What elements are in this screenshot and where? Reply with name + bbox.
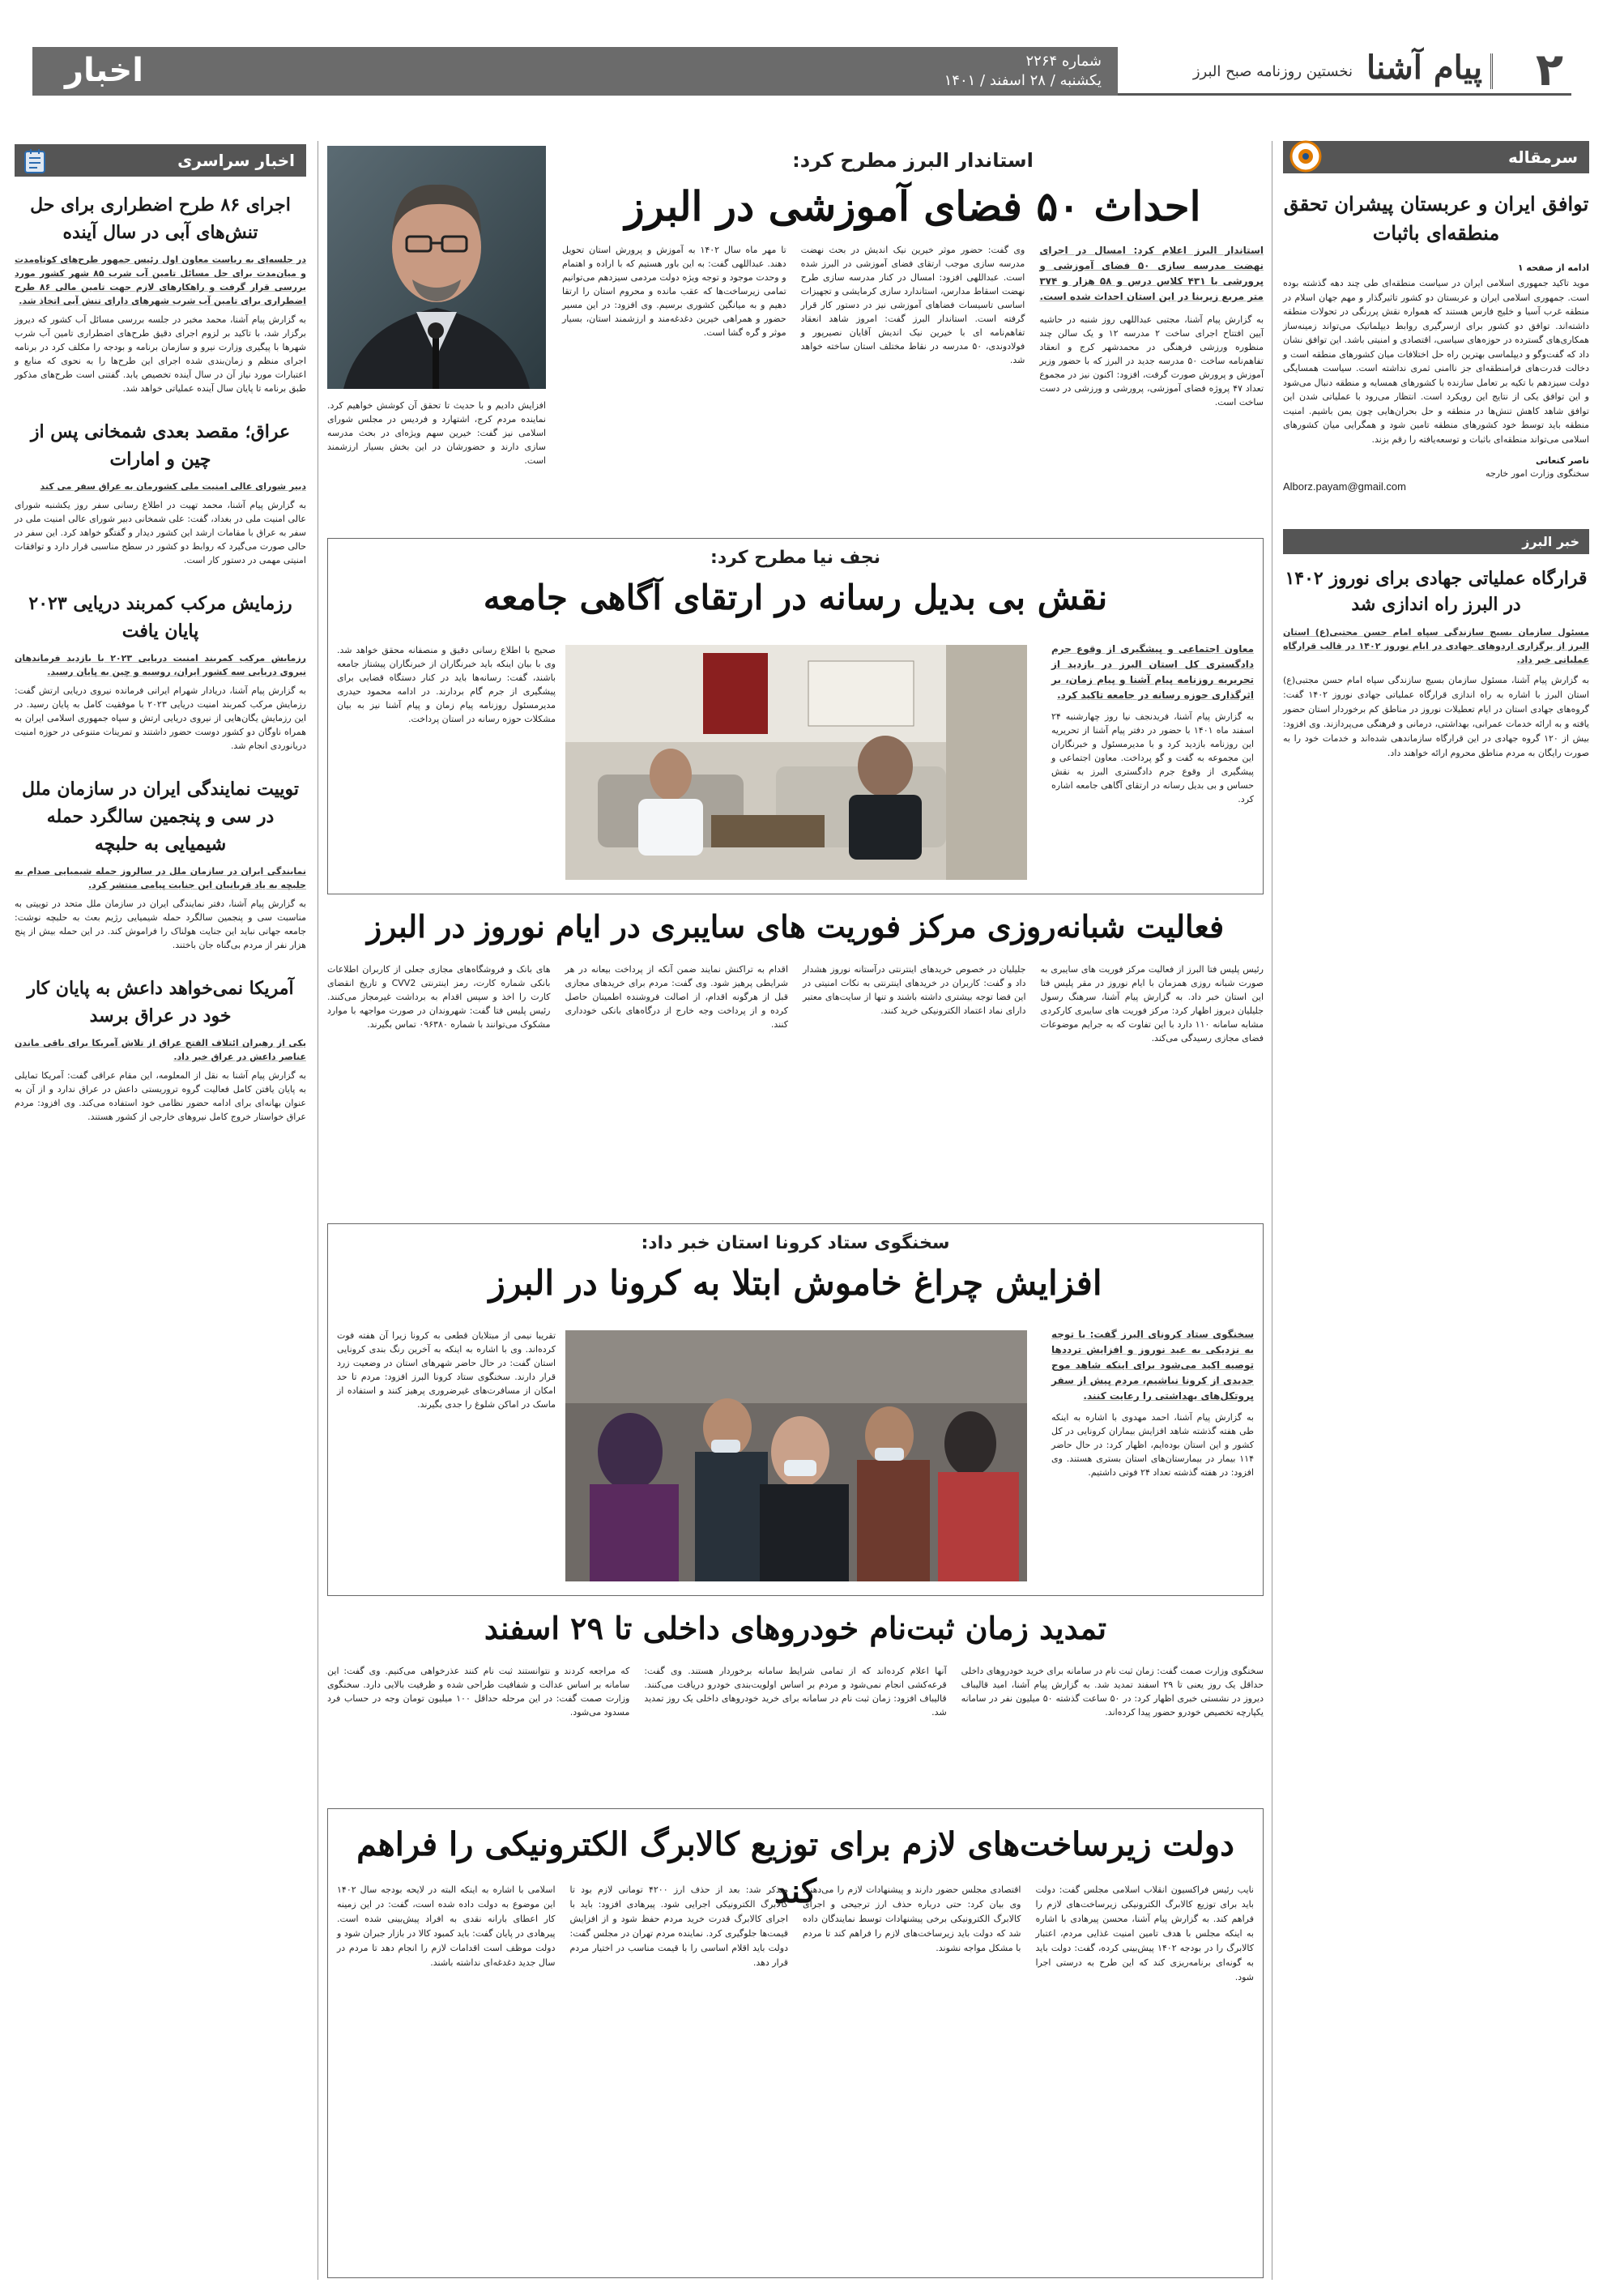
article-body: به گزارش پیام آشنا، مجتبی عبداللهی روز شنبه در حاشیه آیین افتتاح اجرای ساخت ۲ مدرسه ۱۲ و یک سالن چند منظوره ورزشی فرهنگی در محمدشهر کرج و انعقاد تفاهم‌نامه ساخت ۵۰ مدرسه جدید در البرز که با حضور وزیر آموزش و پرورش صورت گرفت، افزود: اکنون نیز در مجموع تعداد ۴۷ پروژه فضای آموزشی، پرورشی و ورزشی در دست ساخت است. <box>1039 314 1264 408</box>
editorial-continued: ادامه از صفحه ۱ <box>1517 262 1589 273</box>
editorial-badge <box>1283 141 1589 173</box>
news-item <box>15 975 306 1124</box>
news-item-body: به گزارش پیام آشنا به نقل از المعلومه، این مقام عراقی گفت: آمریکا تمایلی به پایان یافتن کامل فعالیت گروه تروریستی داعش در عراق ندارد و از آن به عنوان بهانه‌ای برای ادامه حضور نظامی خود استفاده می‌کند. وی افزود: مردم عراق خواستار خروج کامل نیروهای خارجی از کشور هستند. <box>15 1070 306 1122</box>
news-item-title: اجرای ۸۶ طرح اضطراری برای حل تنش‌های آبی در سال آینده <box>30 194 291 243</box>
issue-number: شماره ۲۲۶۴ <box>1025 53 1102 70</box>
article-body: به گزارش پیام آشنا، فریدنجف نیا روز چهارشنبه ۲۴ اسفند ماه ۱۴۰۱ با حضور در دفتر پیام آشنا از تحریریه این روزنامه بازدید کرد و با مدیرمسئول و خبرنگاران این مجموعه به گفت و گو پرداخت. معاون اجتماعی و پیشگیری از وقوع جرم دادگستری البرز به نقش حساس و بی بدیل رسانه در ارتقای آگاهی جامعه اشاره کرد. <box>1051 711 1254 804</box>
article-body: وی گفت: حضور موثر خیرین نیک اندیش در بحث نهضت مدرسه سازی موجب ارتقای فضای آموزشی در البرز شده است. عبداللهی افزود: امسال در کنار مدرسه سازی طرح نهضت اسقاط مدارس، استاندارد سازی کرمایشی و تجهیزات اساسی تاسیسات فضاهای آموزشی نیز در دستور کار قرار گرفته است. استاندار البرز گفت: امروز شاهد انعقاد تفاهم‌نامه ای با خیرین نیک اندیش آقایان نصیرپور و فولادوندی، ۵۰ مدرسه در نقاط مختلف استان ساخته خواهد شد. <box>800 245 1025 365</box>
article-body: سخنگوی وزارت صمت گفت: زمان ثبت نام در سامانه برای خرید خودروهای داخلی حداقل یک روز یعنی تا ۲۹ اسفند تمدید شد. به گزارش پیام آشنا، امید قالیباف دیروز در نشستی خبری اظهار کرد: در ۵۰ ساعت گذشته ۵۰ میلیون نفر در سامانه یکپارچه تخصیص خودرو حضور پیدا کرده‌اند. <box>961 1666 1264 1718</box>
article-headline: افزایش چراغ خاموش ابتلا به کرونا در البرز <box>488 1263 1102 1303</box>
news-item-lead: رزمایش مرکب کمربند امنیت دریایی ۲۰۲۳ با بازدید فرماندهان نیروی دریایی سه کشور ایران، روسیه و چین به پایان رسید. <box>15 653 306 677</box>
article-column <box>1051 642 1254 806</box>
eye-icon <box>1289 140 1322 173</box>
editorial-title: توافق ایران و عربستان پیشران تحقق منطقه‌ای باثبات <box>1283 192 1589 245</box>
news-item <box>15 590 306 753</box>
national-news-badge <box>15 144 306 177</box>
article-cyber <box>327 901 1264 1222</box>
article-headline: دولت زیرساخت‌های لازم برای توزیع کالابرگ الکترونیکی را فراهم کند <box>356 1825 1234 1910</box>
article-column <box>1039 243 1264 409</box>
national-news-column <box>15 144 306 2283</box>
article-coupon <box>337 1815 1254 2272</box>
masthead-bar <box>32 47 1118 96</box>
article-body: اقتصادی مجلس حضور دارند و پیشنهادات لازم را می‌دهند. وی بیان کرد: حتی درباره حذف ارز ترجیحی و اجرای کالابرگ الکترونیکی برخی پیشنهادات توسط نمایندگان داده شد که دولت باید زیرساخت‌های لازم را فراهم کند تا مردم با مشکل مواجه نشوند. <box>803 1884 1021 1953</box>
news-item-lead: یکی از رهبران ائتلاف الفتح عراق از تلاش آمریکا برای باقی ماندن عناصر داعش در عراق خبر داد. <box>15 1038 306 1062</box>
newspaper-logo: پیام آشنا <box>1366 49 1482 87</box>
editorial-author: ناصر کنعانی <box>1535 455 1589 466</box>
masthead-divider <box>1490 53 1507 89</box>
article-columns <box>327 962 1264 1045</box>
meeting-photo <box>565 645 1027 880</box>
article-body: آنها اعلام کرده‌اند که از تمامی شرایط سامانه برخوردار هستند. وی گفت: قرعه‌کشی انجام نمی‌شود و مردم بر اساس اولویت‌بندی خودرو دریافت می‌کنند. قالیباف افزود: زمان ثبت نام در سامانه برای خرید خودروهای داخلی یک روز تمدید شد. <box>644 1666 947 1718</box>
issue-info <box>944 52 1102 91</box>
article-columns <box>337 1883 1254 1985</box>
article-kicker: استاندار البرز مطرح کرد: <box>792 149 1034 172</box>
local-news-lead: مسئول سازمان بسیج سازندگی سپاه امام حسن مجتبی(ع) استان البرز از برگزاری اردوهای جهادی در ایام نوروز ۱۴۰۲ در قالب قرارگاه عملیاتی خبر داد. <box>1283 627 1589 665</box>
masthead-brand <box>1118 44 1571 96</box>
editorial-signature <box>1283 455 1589 493</box>
article-lead: استاندار البرز اعلام کرد: امسال در اجرای نهضت مدرسه سازی ۵۰ فضای آموزشی و پرورشی با ۴۳۱ کلاس درس و ۵۸ هزار و ۳۷۴ متر مربع زیربنا در این استان احداث شده است. <box>1039 245 1264 302</box>
article-headline: احداث ۵۰ فضای آموزشی در البرز <box>624 182 1201 230</box>
national-news-badge-label: اخبار سراسری <box>177 151 295 170</box>
notepad-icon <box>21 147 49 175</box>
article-body: رئیس پلیس فتا البرز از فعالیت مرکز فوریت های سایبری به صورت شبانه روزی همزمان با ایام نوروز در مقر پلیس فتا این استان خبر داد. به گزارش پیام آشنا، سرهنگ رسول جلیلیان دیروز اظهار کرد: مرکز فوریت های سایبری کارکردی مشابه سامانه ۱۱۰ دارد با این تفاوت که به جرایم موضوعات فضای مجازی رسیدگی می‌کند. <box>1040 964 1264 1043</box>
crowd-photo <box>565 1330 1027 1581</box>
official-portrait-photo <box>327 146 546 389</box>
article-headline: فعالیت شبانه‌روزی مرکز فوریت های سایبری در ایام نوروز در البرز <box>366 908 1225 945</box>
local-news-title: قرارگاه عملیاتی جهادی برای نوروز ۱۴۰۲ در البرز راه اندازی شد <box>1285 568 1588 615</box>
article-education <box>327 143 1264 531</box>
news-item-title: توییت نمایندگی ایران در سازمان ملل در سی و پنجمین سالگرد حمله شیمیایی به حلبچه <box>21 779 299 855</box>
article-cars <box>327 1603 1264 1813</box>
article-body: اسلامی با اشاره به اینکه البته در لایحه بودجه سال ۱۴۰۲ این موضوع به دولت داده شده است، گفت: در این زمینه کار اعطای بارانه نقدی به افراد پیش‌بینی شده است. پیرهادی در پایان گفت: باید کمبود کالا در بازار جبران شود و دولت موظف است اقدامات لازم را انجام دهد تا مردم در سال جدید دغدغه‌ای نداشته باشند. <box>337 1884 556 1968</box>
editorial-badge-label: سرمقاله <box>1507 147 1578 167</box>
news-item-body: به گزارش پیام آشنا، محمد تهیت در اطلاع رسانی سفر روز یکشنبه شورای عالی امنیت ملی در بغداد، گفت: علی شمخانی دبیر شورای عالی امنیت ملی در سفر به عراق با مقامات ارشد این کشور دیدار و گفتگو خواهد کرد. این سفر در حالی صورت می‌گیرد که روابط دو کشور در سطح مناسبی قرار دارد و توافقات امنیتی مهمی در دستور کار است. <box>15 500 306 565</box>
article-kicker: نجف نیا مطرح کرد: <box>710 548 880 568</box>
article-body: که مراجعه کردند و نتوانستند ثبت نام کنند عذرخواهی می‌کنیم. وی گفت: این سامانه بر اساس عدالت و شفافیت طراحی شده و ظرفیت بالایی دارد. سخنگوی وزارت صمت گفت: در این مرحله حداقل ۱۰۰ میلیون تومان وجه در حساب فرد مسدود می‌شود. <box>327 1666 630 1718</box>
contact-email[interactable]: Alborz.payam@gmail.com <box>1283 480 1406 493</box>
page-number: ۲ <box>1535 44 1563 96</box>
article-body: جلیلیان در خصوص خریدهای اینترنتی درآستانه نوروز هشدار داد و گفت: کاربران در خریدهای اینترنتی به نکات امنیتی در این فضا توجه بیشتری داشته باشند و تنها از سایت‌های معتبر دارای نماد اعتماد الکترونیکی خرید کنند. <box>803 964 1026 1016</box>
news-item-title: رزمایش مرکب کمربند دریایی ۲۰۲۳ پایان یافت <box>28 593 292 642</box>
article-media <box>337 544 1254 888</box>
article-lead: سخنگوی ستاد کرونای البرز گفت: با توجه به نزدیکی به عید نوروز و افزایش ترددها توصیه اکید می‌شود برای اینکه شاهد موج جدیدی از کرونا نباشیم، مردم پیش از سفر پروتکل‌های بهداشتی را رعایت کنند. <box>1051 1329 1254 1402</box>
editorial-column <box>1283 141 1589 2280</box>
article-body: متذکر شد: بعد از حذف ارز ۴۲۰۰ تومانی لازم بود تا کالابرگ الکترونیکی اجرایی شود. پیرهادی افزود: باید با اجرای کالابرگ قدرت خرید مردم حفظ شود و از افزایش قیمت‌ها جلوگیری کرد. نماینده مردم تهران در مجلس گفت: دولت باید اقلام اساسی را با قیمت مناسب در اختیار مردم قرار دهد. <box>569 1884 788 1968</box>
article-body: تقریبا نیمی از مبتلایان قطعی به کرونا زیرا آن هفته فوت کرده‌اند. وی با اشاره به اینکه به آخرین رنگ بندی کرونایی استان گفت: در حال حاضر شهرهای استان در وضعیت زرد قرار دارند. سخنگوی ستاد کرونا البرز افزود: مردم تا حد امکان از مسافرت‌های غیرضروری پرهیز کنند و استفاده از ماسک در اماکن شلوغ را جدی بگیرند. <box>337 1330 556 1410</box>
editorial-author-role: سخنگوی وزارت امور خارجه <box>1486 468 1589 479</box>
local-news-badge-label: خبر البرز <box>1522 534 1579 549</box>
news-item <box>15 775 306 952</box>
issue-date: یکشنبه / ۲۸ اسفند / ۱۴۰۱ <box>944 72 1102 89</box>
news-item-lead: دبیر شورای عالی امنیت ملی کشورمان به عراق سفر می کند <box>40 481 306 492</box>
news-item-body: به گزارش پیام آشنا، دفتر نمایندگی ایران در سازمان ملل متحد در توییتی به مناسبت سی و پنجمین سالگرد حمله شیمیایی رژیم بعث به حلبچه نوشت: جامعه جهانی نباید این جنایت هولناک را فراموش کند. در این حمله بیش از پنج هزار نفر از مردم بی‌گناه جان باختند. <box>15 898 306 950</box>
article-body: افزایش دادیم و با حدیث تا تحقق آن کوشش خواهیم کرد. نماینده مردم کرج، اشتهارد و فردیس در مجلس شورای اسلامی نیز گفت: خیرین سهم ویژه‌ای در بحث مدرسه سازی دارند و حضورشان در این بخش بسیار ارزشمند است. <box>327 400 546 466</box>
article-covid <box>337 1230 1254 1590</box>
section-title: اخبار <box>65 52 143 89</box>
article-body: تا مهر ماه سال ۱۴۰۲ به آموزش و پرورش استان تحویل دهند. عبداللهی گفت: به این باور هستیم که با اراده و اهتمام و وحدت موجود و توجه ویژه دولت مردمی سیزدهم می‌توانیم تمامی زیرساخت‌ها که عقب مانده و محروم استان را ارتقا دهیم و به میانگین کشوری برسیم. وی افزود: در این مسیر حضور و همراهی خیرین دغدغه‌مند و ارزشمند استان، بسیار موثر و گره گشا است. <box>561 245 786 338</box>
article-columns <box>327 1664 1264 1719</box>
news-item <box>15 191 306 395</box>
article-lead: معاون اجتماعی و پیشگیری از وقوع جرم دادگستری کل استان البرز در بازدید از تحریریه روزنامه پیام آشنا و پیام زمان، بر اثرگذاری حوزه رسانه در جامعه تاکید کرد. <box>1051 643 1254 701</box>
portrait-image <box>327 146 546 389</box>
article-columns <box>562 243 1264 409</box>
local-news-body: به گزارش پیام آشنا، مسئول سازمان بسیج سازندگی سپاه امام حسن مجتبی(ع) استان البرز با اشاره به راه اندازی قرارگاه عملیاتی جهادی نوروز ۱۴۰۲ گفت: گروه‌های جهادی استان در ایام تعطیلات نوروز در مناطق کم برخوردار استان حضور یافته و به ارائه خدمات عمرانی، بهداشتی، درمانی و فرهنگی می‌پردازند. وی افزود: بیش از ۱۲۰ گروه جهادی در این قرارگاه سازماندهی شده‌اند و خدمات خود را به صورت رایگان به مردم مناطق محروم ارائه خواهند داد. <box>1283 675 1589 758</box>
article-body: های بانک و فروشگاه‌های مجازی جعلی از کاربران اطلاعات بانکی شماره کارت، رمز اینترنتی CVV2 و تاریخ انقضای کارت را اخذ و سپس اقدام به برداشت غیرمجاز می‌کنند. رئیس پلیس فتا گفت: شهروندان در صورت مواجهه با موارد مشکوک می‌توانند با شماره ۰۹۶۳۸۰ تماس بگیرند. <box>327 964 551 1030</box>
masthead <box>32 44 1571 96</box>
news-item-lead: نمایندگی ایران در سازمان ملل در سالروز حمله شیمیایی صدام به حلبچه به یاد قربانیان این جنایت پیامی منتشر کرد. <box>15 866 306 890</box>
article-body: اقدام به تراکنش نمایند ضمن آنکه از پرداخت بیعانه در هر شرایطی پرهیز شود. وی گفت: مردم برای خریدهای مجازی قبل از هرگونه اقدام، از اصالت فروشنده اطمینان حاصل کرده و از پرداخت وجه خارج از درگاه‌های بانکی خودداری کنند. <box>565 964 788 1030</box>
editorial-body: موید تاکید جمهوری اسلامی ایران در سیاست منطقه‌ای طی چند دهه گذشته بوده است. جمهوری اسلامی ایران و عربستان دو کشور تاثیرگذار و مهم جهان اسلام در منطقه غرب آسیا و خلیج فارس هستند که همواره نقش پررنگی در تحولات منطقه داشته‌اند. توافق دو کشور برای ازسرگیری روابط دیپلماتیک می‌تواند زمینه‌ساز همکاری‌های گسترده در حوزه‌های سیاسی، اقتصادی و امنیتی باشد. این توافق نشان داد که گفت‌وگو و دیپلماسی بهترین راه حل اختلافات میان کشورهای منطقه است و دخالت قدرت‌های فرامنطقه‌ای جز ناامنی ثمری نداشته است. سیاست همسایگی دولت سیزدهم با تکیه بر تعامل سازنده با کشورهای همسایه و منطقه دنبال می‌شود و این توافق یکی از نتایج این رویکرد است. انتظار می‌رود با عملیاتی شدن این توافق شاهد کاهش تنش‌ها در منطقه و حل بحران‌هایی چون یمن باشیم. امنیت منطقه باید توسط خود کشورهای منطقه تامین شود و همگرایی میان کشورهای اسلامی می‌تواند منطقه‌ای باثبات و توسعه‌یافته را رقم بزند. <box>1283 278 1589 445</box>
article-column <box>1051 1327 1254 1479</box>
article-body: به گزارش پیام آشنا، احمد مهدوی با اشاره به اینکه طی هفته گذشته شاهد افزایش بیماران کرونایی در کل کشور و این استان بوده‌ایم، اظهار کرد: در حال حاضر ۱۱۴ بیمار در بیمارستان‌های استان بستری هستند. وی افزود: در هفته گذشته تعداد ۲۴ فوتی داشتیم. <box>1051 1412 1254 1478</box>
news-item-body: به گزارش پیام آشنا، محمد مخبر در جلسه بررسی مسائل آب کشور که دیروز برگزار شد، با تاکید بر لزوم اجرای دقیق طرح‌های اضطراری تامین آب شرب شهرها با پیگیری وزارت نیرو و سازمان برنامه و بودجه را مکلف کرد در برنامه اجرای منظم و زمان‌بندی شده اجرای این طرح‌ها را به نحوی که منابع و اعتبارات مورد نیاز آن در سال آینده تخصیص یابد. گفتنی است طرح‌های مذکور طبق برنامه تا پایان سال آینده عملیاتی خواهد شد. <box>15 314 306 394</box>
meeting-image <box>565 645 1027 880</box>
news-item-title: آمریکا نمی‌خواهد داعش به پایان کار خود در عراق برسد <box>27 978 294 1026</box>
news-item-lead: در جلسه‌ای به ریاست معاون اول رئیس جمهور طرح‌های کوتاه‌مدت و میان‌مدت برای حل مسائل تامین آب شرب ۸۵ شهر کشور مورد بررسی قرار گرفت و راهکارهای لازم جهت تامین مالی ۸۶ طرح اضطراری برای تامین آب شرب شهرهای دارای تنش آبی اتخاذ شد. <box>15 254 306 306</box>
crowd-image <box>565 1330 1027 1581</box>
local-news-badge <box>1283 529 1589 554</box>
article-headline: نقش بی بدیل رسانه در ارتقای آگاهی جامعه <box>483 578 1108 617</box>
news-item <box>15 418 306 567</box>
news-item-title: عراق؛ مقصد بعدی شمخانی پس از چین و امارات <box>30 421 291 470</box>
article-kicker: سخنگوی ستاد کرونا استان خبر داد: <box>641 1233 950 1253</box>
article-body: صحیح با اطلاع رسانی دقیق و منصفانه محقق خواهد شد. وی با بیان اینکه باید خبرنگاران از خبرنگاران پیشتاز جامعه باشند، گفت: رسانه‌ها باید در کنار دستگاه قضایی برای پیشگیری از جرم گام بردارند. در ادامه محمود حیدری مدیرمسئول روزنامه پیام زمان و پیام آشنا نیز به بیان مشکلات حوزه رسانه در استان پرداخت. <box>337 645 556 724</box>
newspaper-tagline: نخستین روزنامه صبح البرز <box>1192 63 1353 80</box>
article-body: نایب رئیس فراکسیون انقلاب اسلامی مجلس گفت: دولت باید برای توزیع کالابرگ الکترونیکی زیرساخت‌های لازم را فراهم کند. به گزارش پیام آشنا، محسن پیرهادی با اشاره به اینکه مجلس با هدف تامین امنیت غذایی مردم، اعتبار کالابرگ را در بودجه ۱۴۰۲ پیش‌بینی کرده، گفت: دولت باید به گونه‌ای برنامه‌ریزی کند که این طرح به درستی اجرا شود. <box>1035 1884 1254 1982</box>
news-item-body: به گزارش پیام آشنا، دریادار شهرام ایرانی فرمانده نیروی دریایی ارتش گفت: رزمایش مرکب کمربند امنیت دریایی ۲۰۲۳ با موفقیت کامل به پایان رسید. در این رزمایش یگان‌هایی از نیروی دریایی ارتش و سپاه جمهوری اسلامی ایران به همراه ناوگان دو کشور دوست حضور داشتند و تمرینات متنوعی در حوزه امنیت دریانوردی انجام شد. <box>15 685 306 751</box>
article-headline: تمدید زمان ثبت‌نام خودروهای داخلی تا ۲۹ اسفند <box>484 1610 1107 1646</box>
